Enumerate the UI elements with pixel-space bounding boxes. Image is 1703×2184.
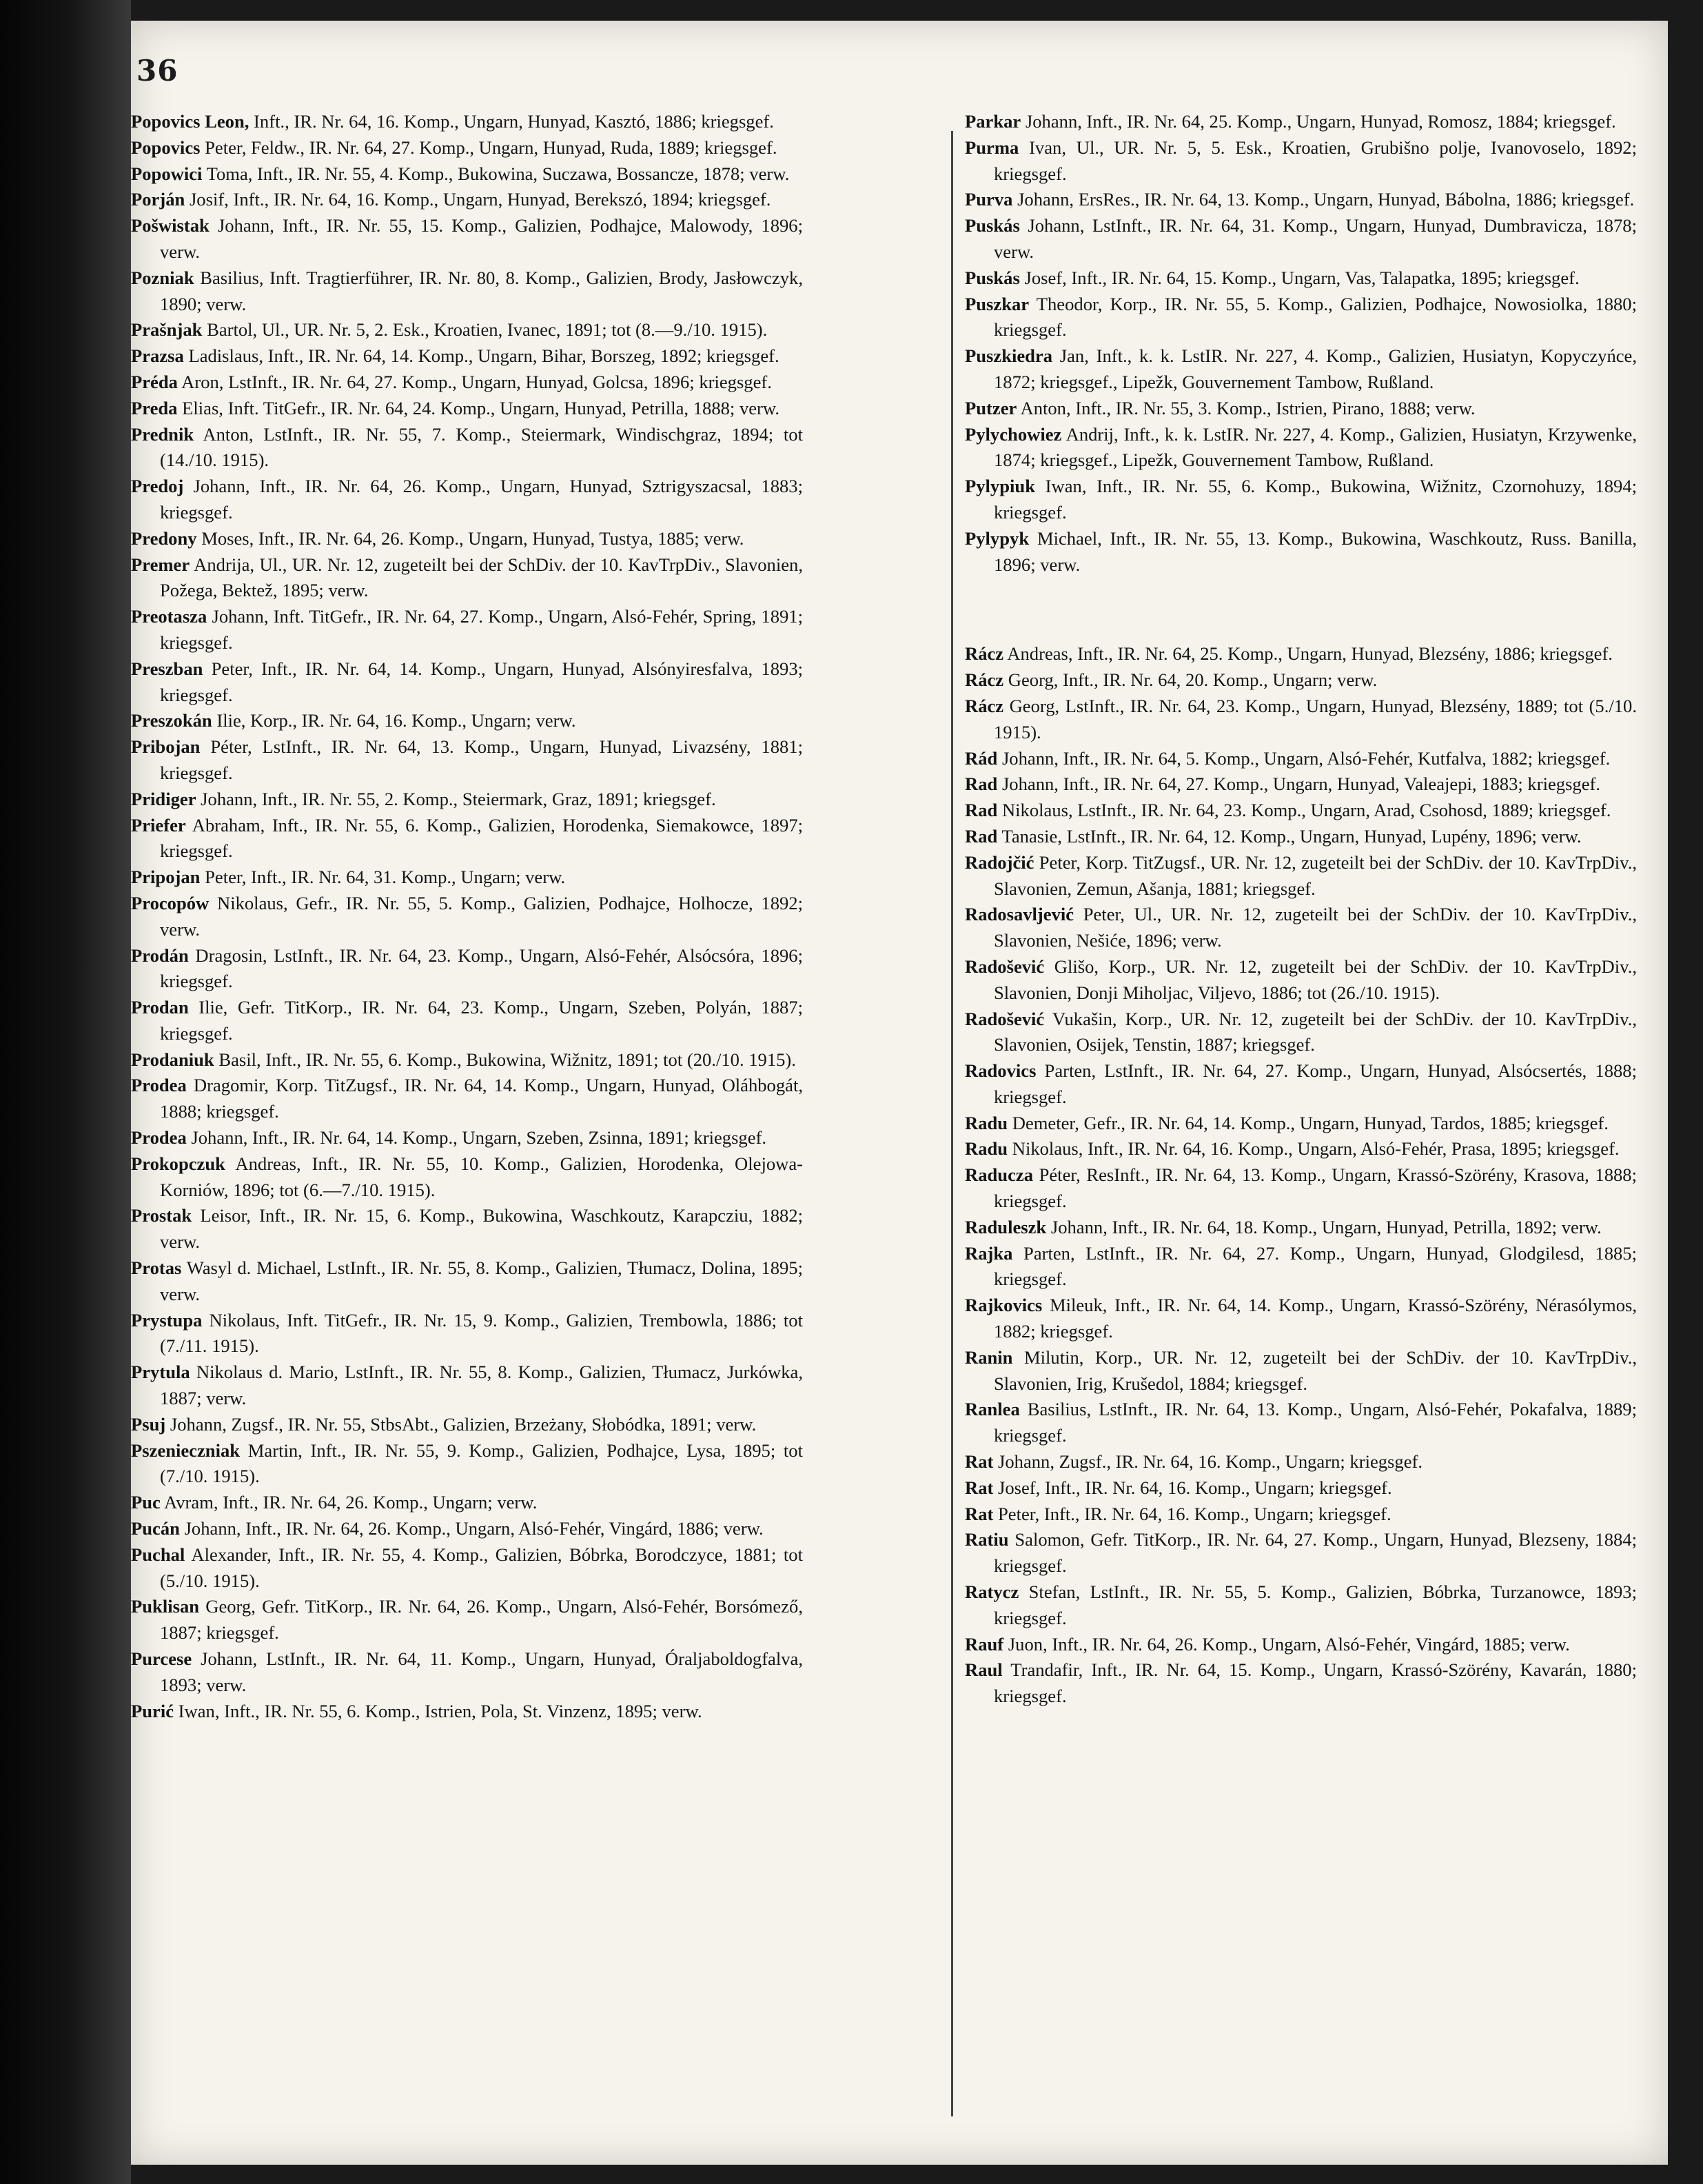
scan-edge-shadow: [0, 0, 131, 2184]
entry-details: Dragomir, Korp. TitZugsf., IR. Nr. 64, 14. Komp., Ungarn, Hunyad, Oláhbogát, 1888; kriegsgef.: [160, 1075, 803, 1122]
entry-surname: Pylychowiez: [965, 423, 1062, 445]
register-entry: [965, 265, 1637, 292]
entry-details: Johann, Inft., IR. Nr. 64, 26. Komp., Ungarn, Alsó-Fehér, Vingárd, 1886; verw.: [179, 1518, 764, 1539]
register-entry: [965, 1475, 1637, 1502]
entry-details: Parten, LstInft., IR. Nr. 64, 27. Komp., Ungarn, Hunyad, Glodgilesd, 1885; kriegsgef.: [994, 1242, 1637, 1290]
entry-details: Josef, Inft., IR. Nr. 64, 15. Komp., Ungarn, Vas, Talapatka, 1895; kriegsgef.: [1019, 267, 1580, 288]
entry-details: Ivan, Ul., UR. Nr. 5, 5. Esk., Kroatien, Grubišno polje, Ivanovoselo, 1892; kriegsgef.: [994, 136, 1637, 184]
entry-details: Ilie, Korp., IR. Nr. 64, 16. Komp., Ungarn; verw.: [212, 710, 576, 731]
entry-surname: Puszkar: [965, 293, 1030, 314]
register-entry: [131, 1255, 803, 1308]
entry-surname: Raducza: [965, 1164, 1033, 1186]
register-entry: [965, 1579, 1637, 1632]
entry-details: Johann, Inft. TitGefr., IR. Nr. 64, 27. Komp., Ungarn, Alsó-Fehér, Spring, 1891; kriegsgef.: [160, 606, 803, 653]
entry-details: Johann, Inft., IR. Nr. 64, 14. Komp., Ungarn, Szeben, Zsinna, 1891; kriegsgef.: [186, 1127, 767, 1149]
entry-details: Avram, Inft., IR. Nr. 64, 26. Komp., Ungarn; verw.: [160, 1492, 538, 1513]
entry-details: Georg, Gefr. TitKorp., IR. Nr. 64, 26. Komp., Ungarn, Alsó-Fehér, Borsómező, 1887; kriegsgef.: [160, 1596, 803, 1644]
entry-surname: Popovics: [131, 136, 201, 158]
entry-surname: Procopów: [131, 892, 210, 913]
entry-details: Iwan, Inft., IR. Nr. 55, 6. Komp., Bukowina, Wižnitz, Czornohuzy, 1894; kriegsgef.: [994, 476, 1637, 523]
entry-surname: Purma: [965, 136, 1019, 158]
entry-surname: Prodán: [131, 944, 189, 966]
register-entry: [965, 1527, 1637, 1579]
entry-details: Johann, LstInft., IR. Nr. 64, 31. Komp., Ungarn, Hunyad, Dumbravicza, 1878; verw.: [994, 215, 1637, 262]
register-entry: [131, 1594, 803, 1646]
entry-surname: Prašnjak: [131, 319, 203, 341]
register-entry: [965, 213, 1637, 265]
register-entry: [131, 1438, 803, 1490]
register-entry: [131, 995, 803, 1047]
register-entry: [131, 787, 803, 813]
entry-surname: Rad: [965, 774, 998, 795]
entry-surname: Radovics: [965, 1060, 1037, 1082]
entry-surname: Pozniak: [131, 267, 194, 288]
entry-details: Johann, Zugsf., IR. Nr. 64, 16. Komp., Ungarn; kriegsgef.: [993, 1451, 1423, 1473]
register-entry: [131, 187, 803, 213]
entry-details: Moses, Inft., IR. Nr. 64, 26. Komp., Ungarn, Hunyad, Tustya, 1885; verw.: [196, 527, 744, 549]
section-gap: [965, 578, 1637, 641]
entry-surname: Puskás: [965, 267, 1020, 288]
register-entry: [131, 1125, 803, 1151]
register-entry: [131, 161, 803, 188]
entry-surname: Prystupa: [131, 1309, 203, 1331]
entry-details: Nikolaus, Inft., IR. Nr. 64, 16. Komp., Ungarn, Alsó-Fehér, Prasa, 1895; kriegsgef.: [1008, 1138, 1620, 1160]
register-entry: [965, 1293, 1637, 1345]
entry-details: Johann, Inft., IR. Nr. 64, 5. Komp., Ungarn, Alsó-Fehér, Kutfalva, 1882; kriegsgef.: [997, 747, 1611, 769]
entry-surname: Prytula: [131, 1362, 190, 1383]
entry-surname: Prazsa: [131, 345, 184, 367]
entry-surname: Prokopczuk: [131, 1153, 225, 1174]
register-entry: [965, 902, 1637, 954]
entry-details: Theodor, Korp., IR. Nr. 55, 5. Komp., Galizien, Podhajce, Nowosiolka, 1880; kriegsgef.: [994, 293, 1637, 341]
entry-details: Milutin, Korp., UR. Nr. 12, zugeteilt bei der SchDiv. der 10. KavTrpDiv., Slavonien, Irig, Krušedol, 1884; kriegsgef.: [994, 1346, 1637, 1394]
entry-details: Georg, Inft., IR. Nr. 64, 20. Komp., Ungarn; verw.: [1003, 669, 1378, 691]
entry-surname: Puc: [131, 1492, 161, 1513]
register-entry: [965, 1058, 1637, 1111]
register-entry: [131, 1412, 803, 1438]
entry-details: Johann, Inft., IR. Nr. 64, 25. Komp., Ungarn, Hunyad, Romosz, 1884; kriegsgef.: [1021, 111, 1616, 132]
entry-details: Anton, LstInft., IR. Nr. 55, 7. Komp., Steiermark, Windischgraz, 1894; tot (14./10. 1915).: [160, 423, 803, 471]
entry-surname: Prodaniuk: [131, 1049, 214, 1070]
register-entry: [131, 708, 803, 734]
entry-details: Trandafir, Inft., IR. Nr. 64, 15. Komp., Ungarn, Krassó-Szörény, Kavarán, 1880; kriegsgef.: [994, 1659, 1637, 1707]
entry-surname: Pridiger: [131, 788, 196, 809]
entry-details: Wasyl d. Michael, LstInft., IR. Nr. 55, 8. Komp., Galizien, Tłumacz, Dolina, 1895; verw.: [160, 1257, 803, 1304]
register-entry: [131, 1047, 803, 1073]
entry-surname: Raduleszk: [965, 1216, 1047, 1237]
register-entry: [131, 109, 803, 135]
register-entry: [965, 1657, 1637, 1710]
right-column: [965, 109, 1637, 1710]
entry-details: Mileuk, Inft., IR. Nr. 64, 14. Komp., Ungarn, Krassó-Szörény, Nérasólymos, 1882; kriegsgef.: [994, 1295, 1637, 1342]
entry-details: Dragosin, LstInft., IR. Nr. 64, 23. Komp., Ungarn, Alsó-Fehér, Alsócsóra, 1896; kriegsgef.: [160, 944, 803, 992]
register-entry: [965, 771, 1637, 798]
register-entry: [965, 1397, 1637, 1449]
entry-details: Basil, Inft., IR. Nr. 55, 6. Komp., Bukowina, Wižnitz, 1891; tot (20./10. 1915).: [214, 1049, 796, 1070]
entry-details: Peter, Korp. TitZugsf., UR. Nr. 12, zugeteilt bei der SchDiv. der 10. KavTrpDiv., Slavonien, Zemun, Ašanja, 1881; kriegsgef.: [994, 851, 1637, 899]
entry-surname: Pylypiuk: [965, 476, 1035, 497]
entry-surname: Preszban: [131, 658, 203, 679]
entry-details: Andrija, Ul., UR. Nr. 12, zugeteilt bei der SchDiv. der 10. KavTrpDiv., Slavonien, Požega, Bektež, 1895; verw.: [160, 554, 803, 601]
register-entry: [965, 1136, 1637, 1162]
entry-surname: Popovics Leon,: [131, 111, 249, 132]
entry-surname: Puchal: [131, 1544, 185, 1565]
entry-surname: Rácz: [965, 669, 1004, 691]
entry-surname: Rad: [965, 825, 998, 847]
document-page: [131, 21, 1668, 2165]
register-entry: [131, 1151, 803, 1204]
register-entry: [965, 1111, 1637, 1137]
register-entry: [965, 474, 1637, 526]
entry-surname: Pszenieczniak: [131, 1439, 241, 1461]
register-entry: [131, 1359, 803, 1412]
register-entry: [965, 292, 1637, 344]
entry-surname: Rád: [965, 747, 998, 769]
register-entry: [131, 317, 803, 343]
register-entry: [965, 109, 1637, 135]
entry-surname: Preda: [131, 397, 178, 418]
entry-surname: Pošwistak: [131, 215, 210, 236]
register-entry: [131, 526, 803, 552]
entry-details: Jan, Inft., k. k. LstIR. Nr. 227, 4. Komp., Galizien, Husiatyn, Kopyczyńce, 1872; kriegsgef., Lipežk, Gouvernement Tambow, Rußland.: [994, 345, 1637, 392]
entry-details: Tanasie, LstInft., IR. Nr. 64, 12. Komp., Ungarn, Hunyad, Lupény, 1896; verw.: [997, 825, 1582, 847]
entry-details: Stefan, LstInft., IR. Nr. 55, 5. Komp., Galizien, Bóbrka, Turzanowce, 1893; kriegsgef.: [994, 1581, 1637, 1628]
entry-surname: Prodan: [131, 997, 189, 1018]
register-entry: [131, 1073, 803, 1125]
register-entry: [131, 1308, 803, 1360]
entry-surname: Priefer: [131, 814, 186, 836]
entry-surname: Ranin: [965, 1346, 1013, 1368]
entry-surname: Predoj: [131, 476, 184, 497]
page-number: 36: [136, 54, 179, 88]
entry-surname: Rad: [965, 800, 998, 821]
entry-surname: Purcese: [131, 1648, 192, 1670]
register-entry: [131, 604, 803, 656]
register-entry: [965, 1007, 1637, 1059]
entry-surname: Protas: [131, 1257, 182, 1279]
entry-surname: Radosavljević: [965, 904, 1074, 925]
entry-surname: Pylypyk: [965, 527, 1030, 549]
register-entry: [965, 667, 1637, 694]
entry-surname: Rajkovics: [965, 1295, 1043, 1316]
entry-details: Johann, Inft., IR. Nr. 55, 15. Komp., Galizien, Podhajce, Malowody, 1896; verw.: [160, 215, 803, 262]
entry-details: Toma, Inft., IR. Nr. 55, 4. Komp., Bukowina, Suczawa, Bossancze, 1878; verw.: [202, 163, 790, 184]
register-entry: [965, 1632, 1637, 1658]
register-entry: [131, 1203, 803, 1255]
entry-details: Andreas, Inft., IR. Nr. 64, 25. Komp., Ungarn, Hunyad, Blezsény, 1886; kriegsgef.: [1003, 643, 1613, 665]
entry-details: Johann, ErsRes., IR. Nr. 64, 13. Komp., Ungarn, Hunyad, Bábolna, 1886; kriegsgef.: [1012, 189, 1635, 210]
entry-surname: Rat: [965, 1503, 994, 1524]
entry-surname: Radošević: [965, 1008, 1045, 1029]
entry-details: Parten, LstInft., IR. Nr. 64, 27. Komp., Ungarn, Hunyad, Alsócsertés, 1888; kriegsgef.: [994, 1060, 1637, 1107]
register-entry: [965, 954, 1637, 1007]
entry-details: Nikolaus, LstInft., IR. Nr. 64, 23. Komp., Ungarn, Arad, Csohosd, 1889; kriegsgef.: [997, 800, 1611, 821]
entry-surname: Premer: [131, 554, 190, 575]
entry-details: Basilius, LstInft., IR. Nr. 64, 13. Komp., Ungarn, Alsó-Fehér, Pokafalva, 1889; kriegsgef.: [994, 1399, 1637, 1446]
entry-surname: Prodea: [131, 1127, 187, 1149]
entry-surname: Preszokán: [131, 710, 212, 731]
register-entry: [965, 135, 1637, 188]
register-entry: [131, 1542, 803, 1595]
register-entry: [131, 865, 803, 891]
register-entry: [131, 343, 803, 370]
register-entry: [131, 1699, 803, 1725]
register-entry: [131, 891, 803, 943]
entry-details: Aron, LstInft., IR. Nr. 64, 27. Komp., Ungarn, Hunyad, Golcsa, 1896; kriegsgef.: [177, 371, 772, 392]
entry-details: Iwan, Inft., IR. Nr. 55, 6. Komp., Istrien, Pola, St. Vinzenz, 1895; verw.: [174, 1700, 702, 1721]
register-entry: [131, 135, 803, 161]
register-entry: [965, 850, 1637, 902]
register-entry: [131, 396, 803, 422]
register-entry: [131, 813, 803, 865]
entry-surname: Raul: [965, 1659, 1003, 1681]
register-entry: [131, 422, 803, 474]
entry-surname: Psuj: [131, 1413, 166, 1435]
register-entry: [965, 1215, 1637, 1241]
entry-surname: Ratycz: [965, 1581, 1019, 1603]
register-entry: [965, 798, 1637, 824]
entry-details: Johann, Zugsf., IR. Nr. 55, StbsAbt., Galizien, Brzeżany, Słobódka, 1891; verw.: [165, 1413, 757, 1435]
entry-surname: Pripojan: [131, 867, 201, 888]
entry-surname: Popowici: [131, 163, 203, 184]
entry-details: Bartol, Ul., UR. Nr. 5, 2. Esk., Kroatien, Ivanec, 1891; tot (8.—9./10. 1915).: [202, 319, 768, 341]
register-entry: [131, 1516, 803, 1542]
register-entry: [965, 187, 1637, 213]
entry-surname: Preotasza: [131, 606, 207, 627]
entry-details: Josif, Inft., IR. Nr. 64, 16. Komp., Ungarn, Hunyad, Berekszó, 1894; kriegsgef.: [185, 189, 771, 210]
entry-surname: Prednik: [131, 423, 194, 445]
entry-surname: Préda: [131, 371, 178, 392]
column-divider: [951, 131, 953, 2116]
entry-details: Leisor, Inft., IR. Nr. 15, 6. Komp., Bukowina, Waschkoutz, Karapcziu, 1882; verw.: [160, 1205, 803, 1253]
entry-details: Ladislaus, Inft., IR. Nr. 64, 14. Komp., Ungarn, Bihar, Borszeg, 1892; kriegsgef.: [183, 345, 779, 367]
entry-details: Peter, Inft., IR. Nr. 64, 31. Komp., Ungarn; verw.: [200, 867, 566, 888]
entry-details: Martin, Inft., IR. Nr. 55, 9. Komp., Galizien, Podhajce, Lysa, 1895; tot (7./10. 1915).: [160, 1439, 803, 1487]
entry-surname: Puskás: [965, 215, 1020, 236]
entry-details: Glišo, Korp., UR. Nr. 12, zugeteilt bei der SchDiv. der 10. KavTrpDiv., Slavonien, Donji Miholjac, Viljevo, 1886; tot (26./10. 1915).: [994, 956, 1637, 1003]
entry-details: Peter, Inft., IR. Nr. 64, 14. Komp., Ungarn, Hunyad, Alsónyiresfalva, 1893; kriegsgef.: [160, 658, 803, 705]
entry-surname: Predony: [131, 527, 197, 549]
entry-details: Nikolaus, Gefr., IR. Nr. 55, 5. Komp., Galizien, Podhajce, Holhocze, 1892; verw.: [160, 892, 803, 940]
entry-surname: Rácz: [965, 643, 1004, 665]
entry-surname: Pribojan: [131, 736, 201, 758]
entry-details: Georg, LstInft., IR. Nr. 64, 23. Komp., Ungarn, Hunyad, Blezsény, 1889; tot (5./10. 1915).: [994, 695, 1637, 742]
register-entry: [965, 526, 1637, 578]
register-entry: [131, 734, 803, 787]
entry-surname: Radu: [965, 1138, 1008, 1160]
register-entry: [965, 1241, 1637, 1293]
entry-details: Andrij, Inft., k. k. LstIR. Nr. 227, 4. Komp., Galizien, Husiatyn, Krzywenke, 1874; kriegsgef., Lipežk, Gouvernement Tambow, Rußland.: [994, 423, 1637, 471]
register-entry: [965, 343, 1637, 396]
entry-details: Alexander, Inft., IR. Nr. 55, 4. Komp., Galizien, Bóbrka, Borodczyce, 1881; tot (5./10. 1915).: [160, 1544, 803, 1591]
entry-details: Peter, Ul., UR. Nr. 12, zugeteilt bei der SchDiv. der 10. KavTrpDiv., Slavonien, Nešiće, 1896; verw.: [994, 904, 1637, 951]
entry-surname: Rauf: [965, 1633, 1004, 1655]
entry-surname: Puklisan: [131, 1596, 200, 1617]
entry-details: Elias, Inft. TitGefr., IR. Nr. 64, 24. Komp., Ungarn, Hunyad, Petrilla, 1888; verw.: [177, 397, 780, 418]
entry-details: Peter, Feldw., IR. Nr. 64, 27. Komp., Ungarn, Hunyad, Ruda, 1889; kriegsgef.: [200, 136, 777, 158]
register-entry: [131, 370, 803, 396]
entry-details: Anton, Inft., IR. Nr. 55, 3. Komp., Istrien, Pirano, 1888; verw.: [1017, 397, 1476, 418]
entry-details: Nikolaus, Inft. TitGefr., IR. Nr. 15, 9. Komp., Galizien, Trembowla, 1886; tot (7./11. 1915).: [160, 1309, 803, 1357]
register-entry: [131, 656, 803, 709]
entry-surname: Purva: [965, 189, 1013, 210]
entry-surname: Prodea: [131, 1075, 187, 1096]
entry-surname: Puszkiedra: [965, 345, 1053, 367]
entry-details: Vukašin, Korp., UR. Nr. 12, zugeteilt bei der SchDiv. der 10. KavTrpDiv., Slavonien, Osijek, Tenstin, 1887; kriegsgef.: [994, 1008, 1637, 1055]
entry-details: Johann, Inft., IR. Nr. 64, 27. Komp., Ungarn, Hunyad, Valeajepi, 1883; kriegsgef.: [997, 774, 1601, 795]
register-entry: [965, 746, 1637, 772]
register-entry: [131, 1490, 803, 1516]
entry-details: Josef, Inft., IR. Nr. 64, 16. Komp., Ungarn; kriegsgef.: [993, 1477, 1392, 1498]
entry-details: Juon, Inft., IR. Nr. 64, 26. Komp., Ungarn, Alsó-Fehér, Vingárd, 1885; verw.: [1003, 1633, 1570, 1655]
entry-details: Péter, ResInft., IR. Nr. 64, 13. Komp., Ungarn, Krassó-Szörény, Krasova, 1888; kriegsgef.: [994, 1164, 1637, 1212]
entry-details: Abraham, Inft., IR. Nr. 55, 6. Komp., Galizien, Horodenka, Siemakowce, 1897; kriegsgef.: [160, 814, 803, 862]
register-entry: [965, 1162, 1637, 1215]
register-entry: [131, 474, 803, 526]
entry-surname: Rajka: [965, 1242, 1013, 1264]
register-entry: [965, 1345, 1637, 1397]
entry-details: Ilie, Gefr. TitKorp., IR. Nr. 64, 23. Komp., Ungarn, Szeben, Polyán, 1887; kriegsgef.: [160, 997, 803, 1044]
entry-surname: Ranlea: [965, 1399, 1020, 1420]
entry-details: Peter, Inft., IR. Nr. 64, 16. Komp., Ungarn; kriegsgef.: [993, 1503, 1391, 1524]
register-entry: [131, 265, 803, 318]
entry-details: Inft., IR. Nr. 64, 16. Komp., Ungarn, Hunyad, Kasztó, 1886; kriegsgef.: [249, 111, 774, 132]
entry-details: Nikolaus d. Mario, LstInft., IR. Nr. 55, 8. Komp., Galizien, Tłumacz, Jurkówka, 1887; verw.: [160, 1362, 803, 1409]
left-column: [131, 109, 803, 1724]
entry-surname: Radošević: [965, 956, 1045, 977]
entry-details: Demeter, Gefr., IR. Nr. 64, 14. Komp., Ungarn, Hunyad, Tardos, 1885; kriegsgef.: [1008, 1112, 1609, 1133]
register-entry: [131, 943, 803, 995]
entry-surname: Rácz: [965, 695, 1004, 716]
entry-details: Johann, Inft., IR. Nr. 64, 18. Komp., Ungarn, Hunyad, Petrilla, 1892; verw.: [1046, 1216, 1602, 1237]
entry-details: Michael, Inft., IR. Nr. 55, 13. Komp., Bukowina, Waschkoutz, Russ. Banilla, 1896; verw.: [994, 527, 1637, 575]
entry-details: Johann, Inft., IR. Nr. 55, 2. Komp., Steiermark, Graz, 1891; kriegsgef.: [196, 788, 716, 809]
entry-surname: Parkar: [965, 111, 1021, 132]
entry-surname: Radu: [965, 1112, 1008, 1133]
entry-surname: Rat: [965, 1451, 994, 1473]
entry-surname: Porján: [131, 189, 185, 210]
register-entry: [965, 824, 1637, 850]
entry-surname: Ratiu: [965, 1529, 1009, 1550]
entry-surname: Purić: [131, 1700, 174, 1721]
register-entry: [965, 396, 1637, 422]
register-entry: [965, 422, 1637, 474]
entry-surname: Radojčić: [965, 851, 1034, 873]
register-entry: [965, 1502, 1637, 1528]
register-entry: [131, 552, 803, 605]
entry-surname: Prostak: [131, 1205, 192, 1226]
entry-surname: Pucán: [131, 1518, 180, 1539]
entry-details: Péter, LstInft., IR. Nr. 64, 13. Komp., Ungarn, Hunyad, Livazsény, 1881; kriegsgef.: [160, 736, 803, 783]
register-entry: [965, 641, 1637, 667]
entry-surname: Rat: [965, 1477, 994, 1498]
register-entry: [965, 694, 1637, 746]
register-entry: [965, 1449, 1637, 1475]
register-entry: [131, 213, 803, 265]
entry-details: Basilius, Inft. Tragtierführer, IR. Nr. 80, 8. Komp., Galizien, Brody, Jasłowczyk, 1890; verw.: [160, 267, 803, 314]
entry-details: Andreas, Inft., IR. Nr. 55, 10. Komp., Galizien, Horodenka, Olejowa-Korniów, 1896; tot (6.—7./10. 1915).: [160, 1153, 803, 1200]
register-entry: [131, 1646, 803, 1699]
entry-surname: Putzer: [965, 397, 1017, 418]
entry-details: Johann, Inft., IR. Nr. 64, 26. Komp., Ungarn, Hunyad, Sztrigyszacsal, 1883; kriegsgef.: [160, 476, 803, 523]
entry-details: Salomon, Gefr. TitKorp., IR. Nr. 64, 27. Komp., Ungarn, Hunyad, Blezseny, 1884; kriegsgef.: [994, 1529, 1637, 1577]
entry-details: Johann, LstInft., IR. Nr. 64, 11. Komp., Ungarn, Hunyad, Óraljaboldogfalva, 1893; verw.: [160, 1648, 803, 1695]
